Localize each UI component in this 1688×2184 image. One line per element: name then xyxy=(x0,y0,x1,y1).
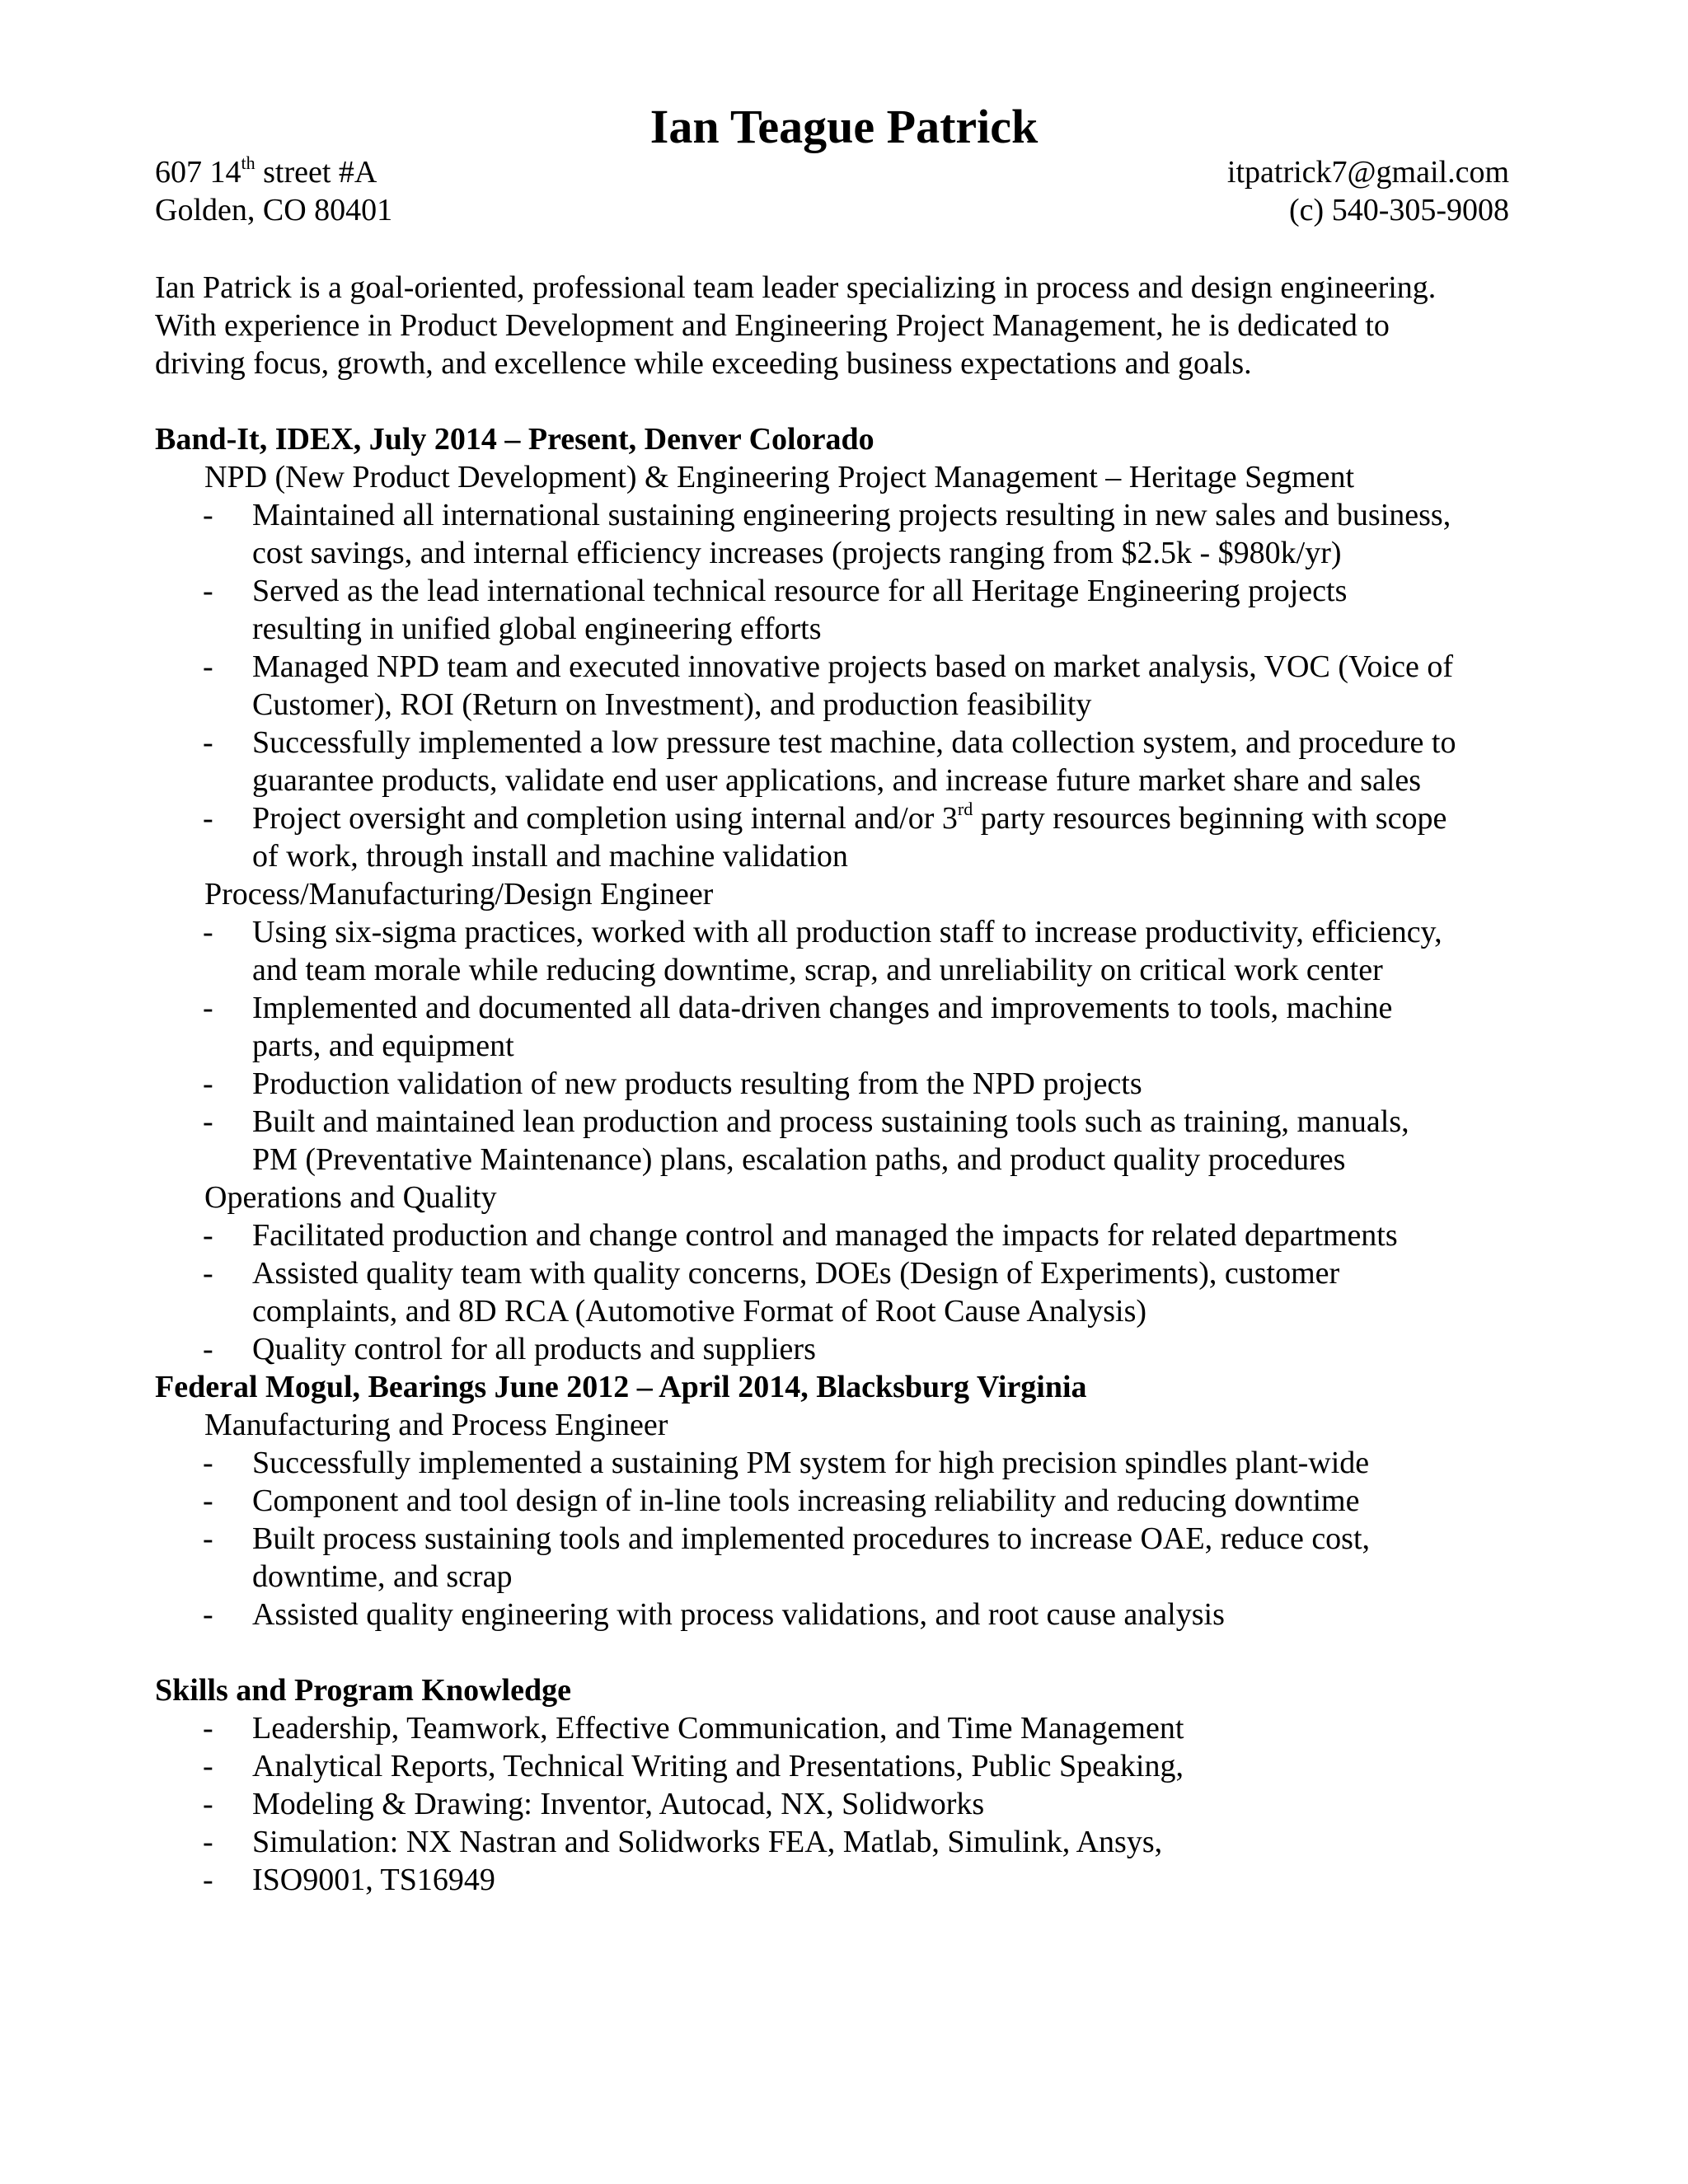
job-heading: Federal Mogul, Bearings June 2012 – April 2014, Blacksburg Virginia xyxy=(155,1370,1087,1404)
bullet-text: Built and maintained lean production and process sustaining tools such as training, manuals, xyxy=(252,1104,1409,1139)
bullet-marker: - xyxy=(203,1483,213,1518)
bullet-marker: - xyxy=(203,1825,213,1859)
bullet-marker: - xyxy=(203,1218,213,1253)
bullet-marker: - xyxy=(203,915,213,949)
bullet-text: Built process sustaining tools and implemented procedures to increase OAE, reduce cost, xyxy=(252,1521,1371,1556)
skill-item: Leadership, Teamwork, Effective Communication, and Time Management xyxy=(252,1711,1184,1746)
bullet-text: Using six-sigma practices, worked with all production staff to increase productivity, efficiency, xyxy=(252,915,1442,949)
bullet-text: guarantee products, validate end user applications, and increase future market share and sales xyxy=(252,763,1422,798)
bullet-marker: - xyxy=(203,1256,213,1291)
bullet-text: cost savings, and internal efficiency increases (projects ranging from $2.5k - $980k/yr) xyxy=(252,536,1342,570)
bullet-marker: - xyxy=(203,1066,213,1101)
bullet-marker: - xyxy=(203,498,213,532)
bullet-text: Facilitated production and change control and managed the impacts for related departments xyxy=(252,1218,1398,1253)
bullet-text: Assisted quality engineering with process validations, and root cause analysis xyxy=(252,1597,1225,1632)
bullet-marker: - xyxy=(203,1711,213,1746)
bullet-text: Successfully implemented a low pressure test machine, data collection system, and procedure to xyxy=(252,725,1456,760)
summary-line: Ian Patrick is a goal-oriented, professional team leader specializing in process and design engineering. xyxy=(155,270,1437,305)
ordinal-suffix: rd xyxy=(957,799,973,820)
bullet-text: parts, and equipment xyxy=(252,1029,514,1063)
job-role: NPD (New Product Development) & Engineering Project Management – Heritage Segment xyxy=(204,460,1355,494)
bullet-text: downtime, and scrap xyxy=(252,1559,513,1594)
skills-heading: Skills and Program Knowledge xyxy=(155,1673,571,1708)
bullet-text: of work, through install and machine validation xyxy=(252,839,848,874)
job-role: Manufacturing and Process Engineer xyxy=(204,1408,668,1442)
address-number: 607 14 xyxy=(155,155,241,190)
bullet-text-part: party resources beginning with scope xyxy=(973,801,1447,836)
bullet-text: Maintained all international sustaining engineering projects resulting in new sales and business, xyxy=(252,498,1451,532)
bullet-marker: - xyxy=(203,1749,213,1783)
skill-item: ISO9001, TS16949 xyxy=(252,1863,495,1897)
bullet-text: PM (Preventative Maintenance) plans, escalation paths, and product quality procedures xyxy=(252,1142,1346,1177)
bullet-marker: - xyxy=(203,1332,213,1366)
bullet-marker: - xyxy=(203,1446,213,1480)
bullet-text: Managed NPD team and executed innovative projects based on market analysis, VOC (Voice of xyxy=(252,649,1453,684)
bullet-marker: - xyxy=(203,801,213,836)
bullet-text: Served as the lead international technical resource for all Heritage Engineering projects xyxy=(252,574,1348,608)
bullet-text: resulting in unified global engineering efforts xyxy=(252,612,822,646)
summary-line: driving focus, growth, and excellence while exceeding business expectations and goals. xyxy=(155,346,1252,381)
bullet-marker: - xyxy=(203,1597,213,1632)
bullet-marker: - xyxy=(203,725,213,760)
summary-line: With experience in Product Development and Engineering Project Management, he is dedicated to xyxy=(155,308,1390,343)
bullet-text: Assisted quality team with quality concerns, DOEs (Design of Experiments), customer xyxy=(252,1256,1340,1291)
bullet-text: Implemented and documented all data-driven changes and improvements to tools, machine xyxy=(252,991,1393,1025)
email: itpatrick7@gmail.com xyxy=(1226,155,1509,190)
resume-name: Ian Teague Patrick xyxy=(649,100,1039,153)
address-street: street #A xyxy=(255,155,377,190)
bullet-marker: - xyxy=(203,574,213,608)
phone: (c) 540-305-9008 xyxy=(1289,193,1509,227)
skill-item: Analytical Reports, Technical Writing and Presentations, Public Speaking, xyxy=(252,1749,1184,1783)
bullet-text: and team morale while reducing downtime, scrap, and unreliability on critical work center xyxy=(252,953,1383,987)
bullet-text: Successfully implemented a sustaining PM system for high precision spindles plant-wide xyxy=(252,1446,1370,1480)
bullet-marker: - xyxy=(203,649,213,684)
skill-item: Modeling & Drawing: Inventor, Autocad, NX, Solidworks xyxy=(252,1787,985,1821)
bullet-marker: - xyxy=(203,991,213,1025)
bullet-text xyxy=(252,799,1447,837)
bullet-marker: - xyxy=(203,1787,213,1821)
bullet-marker: - xyxy=(203,1104,213,1139)
bullet-text: Customer), ROI (Return on Investment), and production feasibility xyxy=(252,687,1092,722)
address-ordinal: th xyxy=(241,152,256,174)
bullet-marker: - xyxy=(203,1521,213,1556)
bullet-text: complaints, and 8D RCA (Automotive Format of Root Cause Analysis) xyxy=(252,1294,1147,1329)
job-heading: Band-It, IDEX, July 2014 – Present, Denver Colorado xyxy=(155,422,874,457)
city-line: Golden, CO 80401 xyxy=(155,193,393,227)
job-role: Process/Manufacturing/Design Engineer xyxy=(204,877,714,912)
bullet-text-part: Project oversight and completion using internal and/or 3 xyxy=(252,801,958,836)
bullet-text: Component and tool design of in-line tools increasing reliability and reducing downtime xyxy=(252,1483,1360,1518)
bullet-marker: - xyxy=(203,1863,213,1897)
skill-item: Simulation: NX Nastran and Solidworks FEA, Matlab, Simulink, Ansys, xyxy=(252,1825,1163,1859)
address-line xyxy=(155,153,377,191)
job-role: Operations and Quality xyxy=(204,1180,497,1215)
bullet-text: Production validation of new products resulting from the NPD projects xyxy=(252,1066,1142,1101)
bullet-text: Quality control for all products and suppliers xyxy=(252,1332,816,1366)
